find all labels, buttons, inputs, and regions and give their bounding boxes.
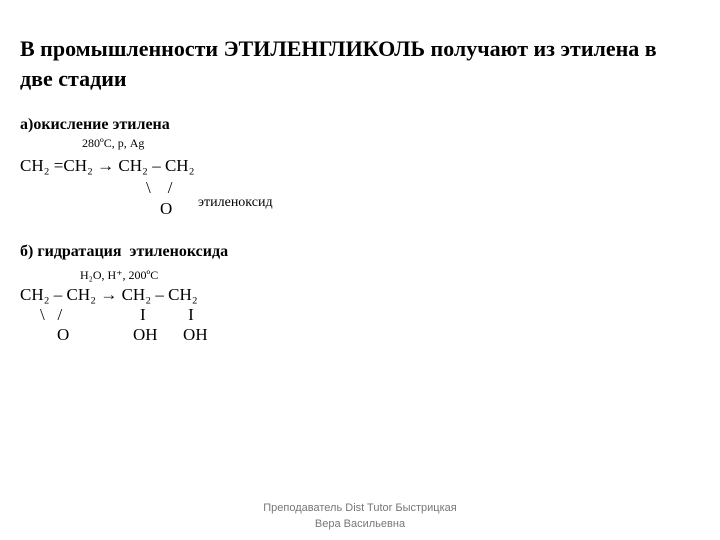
- stage-b-bonds-right: I I: [140, 305, 194, 324]
- stage-b-conditions: Н₂О, Н⁺, 200ºС: [80, 268, 159, 282]
- stage-b-heading: б) гидратация этиленоксида: [20, 243, 229, 260]
- stage-a-conditions: 280ºС, р, Ag: [82, 136, 145, 150]
- stage-b-hydroxyls: ОН ОН: [133, 325, 208, 344]
- stage-a-heading: а)окисление этилена: [20, 116, 170, 133]
- footer-credit: [230, 500, 490, 532]
- stage-b-oxygen: О: [57, 325, 70, 344]
- stage-b-equation: СН₂ – СН₂ → СН₂ – СН₂: [20, 285, 198, 304]
- stage-b-bonds-left: \ /: [40, 305, 63, 324]
- stage-a-equation: СН₂ =СН₂ → СН₂ – СН₂: [20, 156, 195, 175]
- stage-a-product-name: этиленоксид: [198, 195, 273, 210]
- stage-a-bonds: \ /: [146, 178, 173, 197]
- footer-line-1: Преподаватель Dist Tutor Быстрицкая: [263, 502, 457, 514]
- footer-line-2: Вера Васильевна: [314, 518, 406, 530]
- stage-a-oxygen: О: [160, 199, 173, 218]
- slide-title: В промышленности ЭТИЛЕНГЛИКОЛЬ получают из этилена в две стадии: [20, 36, 657, 91]
